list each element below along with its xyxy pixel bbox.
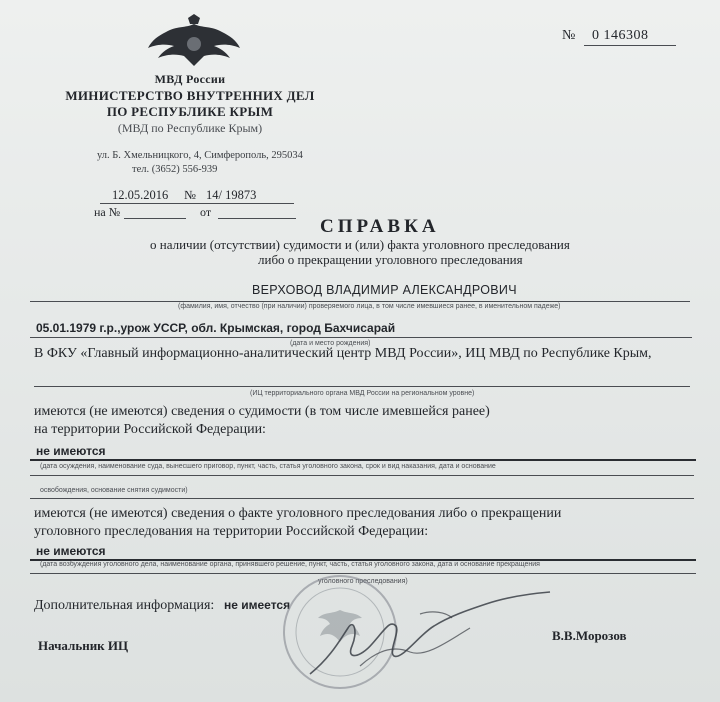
birth-caption: (дата и место рождения) [290, 340, 371, 347]
prosecution-caption1: (дата возбуждения уголовного дела, наименование органа, принявшего решение, пункт, часть, статья уголовного закона, дата и основание прекращения [40, 561, 540, 568]
prosecution-question-line1: имеются (не имеются) сведения о факте уголовного преследования либо о прекращении [34, 506, 562, 521]
name-caption: (фамилия, имя, отчество (при наличии) проверяемого лица, в том числе имевшиеся ранее, в именительном падеже) [178, 303, 561, 310]
conviction-question-line1: имеются (не имеются) сведения о судимости (в том числе имевшейся ранее) [34, 404, 490, 419]
ministry-line1: МИНИСТЕРСТВО ВНУТРЕННИХ ДЕЛ [65, 88, 315, 103]
birth-info: 05.01.1979 г.р.,урож УССР, обл. Крымская, город Бахчисарай [36, 321, 396, 335]
reg-number: 14/ 19873 [206, 188, 257, 202]
doc-number: 0 146308 [592, 28, 649, 43]
ref-label: на № [94, 205, 121, 219]
phone: тел. (3652) 556-939 [132, 164, 218, 175]
prosecution-caption2: уголовного преследования) [318, 578, 408, 585]
ref-from: от [200, 205, 212, 219]
conviction-answer: не имеются [36, 444, 106, 458]
additional-value: не имеется [224, 598, 291, 612]
prosecution-question-line2: уголовного преследования на территории Российской Федерации: [34, 524, 429, 539]
source-underline [34, 386, 690, 387]
source-line: В ФКУ «Главный информационно-аналитический центр МВД России», ИЦ МВД по Республике Крым, [34, 346, 652, 361]
ref-number-line [124, 218, 186, 219]
conviction-caption1: (дата осуждения, наименование суда, вынесшего приговор, пункт, часть, статья уголовного закона, срок и вид наказания, дата и основание [40, 463, 496, 470]
subtitle-line2: либо о прекращении уголовного преследования [258, 252, 523, 267]
reg-underline [100, 203, 294, 204]
conviction-bottom-line [30, 498, 694, 499]
birth-underline [30, 337, 692, 338]
address: ул. Б. Хмельницкого, 4, Симферополь, 295034 [97, 150, 303, 161]
ministry-abbr: (МВД по Республике Крым) [117, 121, 263, 135]
subtitle-line1: о наличии (отсутствии) судимости и (или) факта уголовного преследования [150, 237, 570, 252]
signer-name: В.В.Морозов [552, 628, 627, 643]
conviction-extra-line [30, 475, 694, 476]
doc-number-sign: № [562, 28, 576, 43]
document-title: СПРАВКА [320, 216, 440, 237]
prosecution-answer: не имеются [36, 544, 106, 558]
handwritten-signature-icon [300, 588, 560, 688]
conviction-caption2: освобождения, основание снятия судимости) [40, 487, 188, 494]
agency-short: МВД России [154, 72, 226, 86]
signer-position: Начальник ИЦ [38, 638, 129, 653]
conviction-answer-underline [30, 459, 696, 461]
doc-number-underline [584, 45, 676, 46]
reg-date: 12.05.2016 [112, 188, 169, 202]
conviction-question-line2: на территории Российской Федерации: [34, 422, 266, 437]
reg-number-sign: № [184, 188, 196, 202]
person-name: ВЕРХОВОД ВЛАДИМИР АЛЕКСАНДРОВИЧ [252, 283, 517, 297]
ref-date-line [218, 218, 296, 219]
additional-label: Дополнительная информация: [34, 598, 215, 613]
source-caption: (ИЦ территориального органа МВД России на региональном уровне) [250, 390, 475, 397]
ministry-line2: ПО РЕСПУБЛИКЕ КРЫМ [106, 104, 274, 119]
eagle-emblem-icon [146, 14, 242, 72]
name-underline [30, 301, 690, 302]
